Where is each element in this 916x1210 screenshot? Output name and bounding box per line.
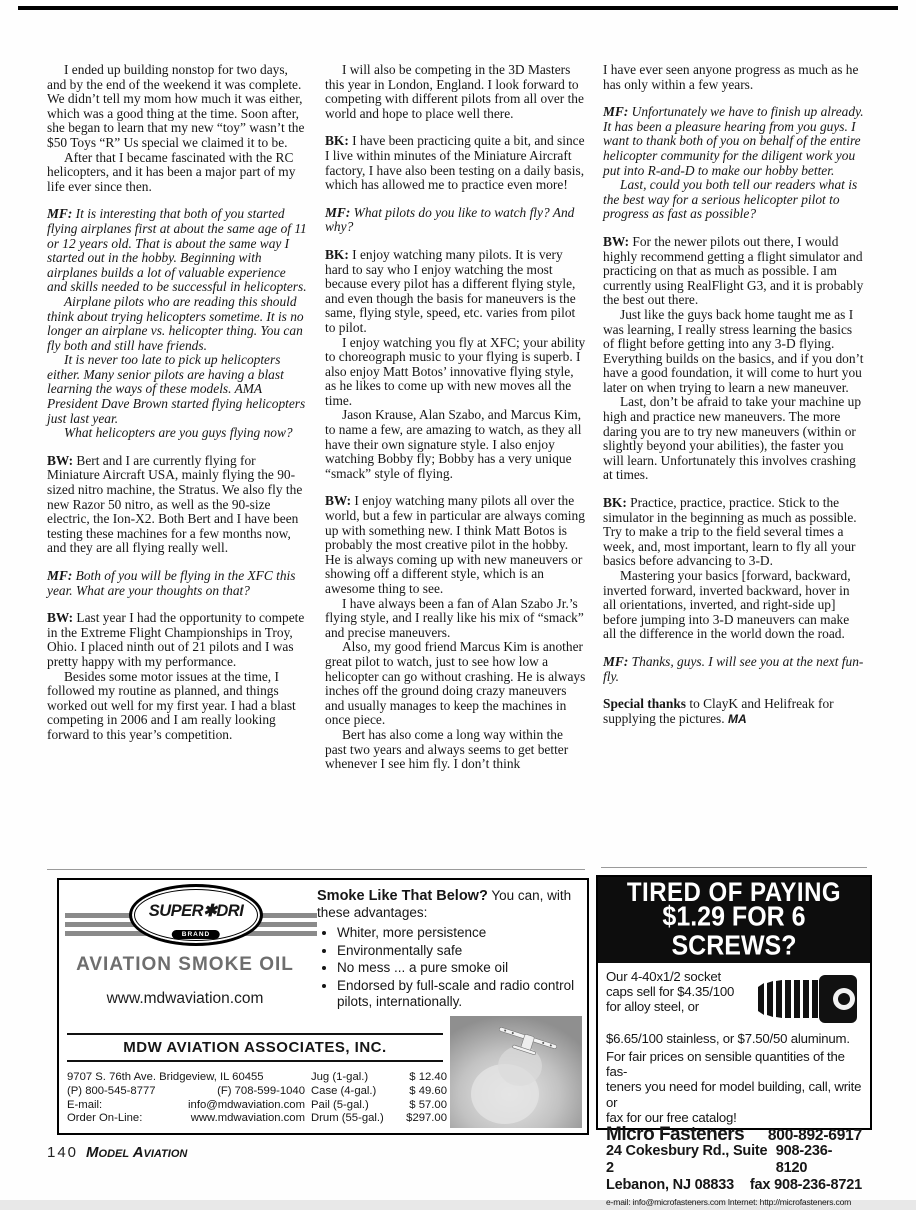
- city-state-zip: Lebanon, NJ 08833: [606, 1177, 734, 1194]
- page-top-rule: [18, 6, 898, 10]
- super-dri-logo: SUPER✱DRI BRAND: [129, 884, 263, 946]
- speaker-label: BK:: [603, 495, 627, 511]
- paragraph: I ended up building nonstop for two days, and by the end of the weekend it was complete. We didn’t tell my mom how much it was either, which was a good thing at the time. Soon after, she began to learn that my new “toy” wasn’t the $50 Toys “R” Us special we claimed it to be.: [47, 62, 305, 150]
- ad-copy: Smoke Like That Below? You can, with these advantages: • Whiter, more persistence • Environmentally safe • No mess ... a pure smoke oil • Endorsed by full-scale and radio control pilots, internationally.: [317, 888, 579, 1012]
- article-column-2: [325, 63, 587, 772]
- price-row: Drum (55-gal.) $297.00: [311, 1112, 447, 1125]
- paragraph: BW: Last year I had the opportunity to compete in the Extreme Flight Championships in Troy, Ohio. I placed ninth out of 21 pilots and I was pretty happy with my performance.: [47, 610, 305, 669]
- paragraph: BK: I enjoy watching many pilots. It is very hard to say who I enjoy watching the most because every pilot has a different flying style, and even though the basis for maneuvers is the same, flying style, speed, etc. varies from pilot to pilot.: [325, 246, 576, 335]
- paragraph: BW: For the newer pilots out there, I would highly recommend getting a flight simulator and practicing on that as much as possible. I am currently using RealFlight G3, and it is probably the best out there.: [603, 233, 864, 308]
- paragraph: I have always been a fan of Alan Szabo Jr.’s flying style, and I really like his mix of “smack” and precise maneuvers.: [325, 595, 584, 640]
- paragraph: Bert has also come a long way within the past two years and always seems to get better whenever I see him fly. I don’t think: [325, 726, 569, 772]
- phone-number: (P) 800-545-8777: [67, 1084, 156, 1097]
- street-address: 9707 S. 76th Ave. Bridgeview, IL 60455: [67, 1071, 264, 1083]
- ad-headline: TIRED OF PAYING $1.29 FOR 6 SCREWS?: [598, 877, 870, 963]
- speaker-label: BW:: [47, 452, 74, 468]
- ad-tagline: AVIATION SMOKE OIL: [76, 954, 294, 975]
- speaker-label: BK:: [325, 246, 349, 262]
- paragraph: BK: Practice, practice, practice. Stick to the simulator in the beginning as much as possible. Try to make a trip to the field several times a week, and, most important, learn to fly all your basics before advancing to 3-D.: [603, 495, 857, 569]
- paragraph: Also, my good friend Marcus Kim is another great pilot to watch, just to see how low a helicopter can go without crashing. He is always inches off the ground doing crazy maneuvers and usually manages to keep the machines in once piece.: [325, 639, 586, 728]
- paragraph: I will also be competing in the 3D Masters this year in London, England. I look forward to competing with different pilots from all over the world and hope to place well there.: [325, 62, 584, 121]
- list-item: • Endorsed by full-scale and radio control pilots, internationally.: [337, 978, 579, 1011]
- fax-number: (F) 708-599-1040: [217, 1084, 305, 1097]
- paragraph: Last, could you both tell our readers what is the best way for a serious helicopter pilot to progress as fast as possible?: [603, 177, 858, 222]
- list-item: • Whiter, more persistence: [337, 925, 579, 942]
- paragraph: Airplane pilots who are reading this should think about trying helicopters sometime. It is no longer an airplane vs. helicopter thing. You can fly both and still have friends.: [47, 293, 304, 353]
- micro-fasteners-ad: [596, 875, 872, 1208]
- section-divider-rule: [601, 867, 867, 868]
- brand-label: BRAND: [172, 930, 220, 939]
- paragraph: I have ever seen anyone progress as much as he has only within a few years.: [603, 62, 859, 92]
- mdw-aviation-ad: [57, 878, 589, 1135]
- price-row: Jug (1-gal.) $ 12.40: [311, 1071, 447, 1083]
- ad-copy: For fair prices on sensible quantities of the fas- teners you need for model building, call, write or fax for our free catalog!: [606, 1048, 862, 1125]
- article-body: [47, 63, 865, 772]
- section-divider-rule: [47, 869, 585, 870]
- speaker-label: MF:: [603, 653, 629, 669]
- paragraph: Just like the guys back home taught me as I was learning, I really stress learning the basics of flight before getting into any 3-D flying. Everything builds on the basics, and if you don’t have a good foundation, it will come to hurt you later on when trying to learn a new maneuver.: [603, 306, 864, 395]
- ad-copy: Our 4-40x1/2 socket caps sell for $4.35/100 for alloy steel, or: [606, 968, 735, 1015]
- paragraph: I enjoy watching you fly at XFC; your ability to choreograph music to your flying is superb. I also enjoy Matt Botos’ innovative flying style, as he likes to come up with new moves all the time.: [325, 334, 586, 408]
- list-item: • Environmentally safe: [337, 943, 579, 960]
- speaker-label: MF:: [603, 104, 629, 120]
- speaker-label: MF:: [47, 206, 73, 222]
- paragraph: What helicopters are you guys flying now?: [64, 425, 293, 441]
- company-name: Micro Fasteners: [606, 1123, 745, 1145]
- speaker-label: MF:: [325, 204, 351, 220]
- list-item: • No mess ... a pure smoke oil: [337, 960, 579, 977]
- contact-block: 9707 S. 76th Ave. Bridgeview, IL 60455 (P) 800-545-8777 (F) 708-599-1040 E-mail: info@mdwaviation.com Order On-Line: www.mdwaviation.com: [67, 1071, 305, 1125]
- street-address: 24 Cokesbury Rd., Suite 2: [606, 1143, 768, 1177]
- end-of-article-mark: MA: [727, 711, 747, 726]
- contact-footer: e-mail: info@microfasteners.com Internet: http://microfasteners.com: [606, 1197, 852, 1208]
- order-url: www.mdwaviation.com: [190, 1112, 305, 1125]
- price-row: Pail (5-gal.) $ 57.00: [311, 1098, 447, 1111]
- paragraph: BW: I enjoy watching many pilots all over the world, but a few in particular are always coming up with something new. I think Matt Botos is probably the most creative pilot in the hobby. He is always coming up with new maneuvers or showing off a different style, which is an awesome thing to see.: [325, 493, 585, 596]
- paragraph: It is never too late to pick up helicopters either. Many senior pilots are having a blast learning the ways of these models. AMA President Dave Brown started flying helicopters just last year.: [47, 352, 306, 426]
- page-number: 140: [47, 1144, 79, 1161]
- advantages-list: [321, 925, 579, 1011]
- email-address: info@mdwaviation.com: [188, 1098, 305, 1111]
- price-list: [311, 1071, 447, 1126]
- paragraph: BK: I have been practicing quite a bit, and since I live within minutes of the Miniature Aircraft factory, I have also been testing on a daily basis, which has allowed me to practice even more!: [325, 133, 585, 193]
- paragraph: MF: It is interesting that both of you started flying airplanes first at about the same age of 11 or 12 years old. That is about the same way I started out in the hobby. Beginning with airplanes builds a lot of valuable experience and skills needed to be successful in helicopters.: [47, 206, 307, 295]
- speaker-label: BW:: [325, 493, 352, 509]
- ad-copy: $6.65/100 stainless, or $7.50/50 aluminum.: [606, 1030, 850, 1046]
- fax-number: fax 908-236-8721: [749, 1177, 862, 1194]
- paragraph: After that I became fascinated with the RC helicopters, and it has been a major part of my life ever since then.: [47, 149, 296, 194]
- phone-number: 800-892-6917: [767, 1126, 862, 1144]
- smoke-plane-photo: [450, 1016, 582, 1128]
- speaker-label: BW:: [47, 610, 74, 626]
- paragraph: MF: Unfortunately we have to finish up already. It has been a pleasure hearing from you guys. I want to thank both of you on behalf of the entire helicopter community for the diligent work you put into R-and-D to make our hobby better.: [603, 104, 864, 178]
- paragraph: BW: Bert and I are currently flying for Miniature Aircraft USA, mainly flying the 90-sized nitro machine, the Stratus. We also fly the new Razor 50 nitro, as well as the 90-size electric, the Ion-X2. Both Bert and I have been testing these machines for a few months now, and they are all flying really well.: [47, 452, 303, 556]
- paragraph: MF: Both of you will be flying in the XFC this year. What are your thoughts on that?: [47, 568, 296, 598]
- paragraph: Jason Krause, Alan Szabo, and Marcus Kim, to name a few, are amazing to watch, as they all have their own signature style. I also enjoy watching Bobby fly; Bobby has a very unique “smack” style of flying.: [325, 407, 582, 481]
- article-column-1: [47, 63, 309, 772]
- speaker-label: MF:: [47, 568, 73, 583]
- paragraph: Mastering your basics [forward, backward, inverted forward, inverted backward, hover in all orientations, inverted, and right-side up] before jumping into 3-D maneuvers can make all the difference in the world down the road.: [603, 568, 851, 642]
- speaker-label: BW:: [603, 233, 630, 249]
- price-row: Case (4-gal.) $ 49.60: [311, 1084, 447, 1097]
- magazine-title: Model Aviation: [86, 1144, 188, 1161]
- page-footer: [47, 1144, 187, 1162]
- paragraph: Besides some motor issues at the time, I followed my routine as planned, and things worked out well for my first year. I had a blast competing in 2006 and I am really looking forward to this year’s competition.: [47, 668, 296, 742]
- socket-cap-screw-illustration: [756, 969, 862, 1031]
- paragraph: Last, don’t be afraid to take your machine up high and practice new maneuvers. The more daring you are to try new maneuvers (within or slightly beyond your abilities), the faster you will learn. Unfortunately this involves crashing at times.: [603, 394, 862, 483]
- article-column-3: [603, 63, 865, 772]
- phone-number: 908-236-8120: [775, 1143, 833, 1177]
- special-thanks: Special thanks to ClayK and Helifreak for supplying the pictures. MA: [603, 696, 834, 726]
- paragraph: MF: Thanks, guys. I will see you at the next fun-fly.: [603, 653, 864, 684]
- company-name: MDW AVIATION ASSOCIATES, INC.: [67, 1033, 443, 1062]
- speaker-label: BK:: [325, 133, 349, 149]
- paragraph: MF: What pilots do you like to watch fly? And why?: [325, 204, 575, 235]
- website-url: www.mdwaviation.com: [106, 990, 264, 1007]
